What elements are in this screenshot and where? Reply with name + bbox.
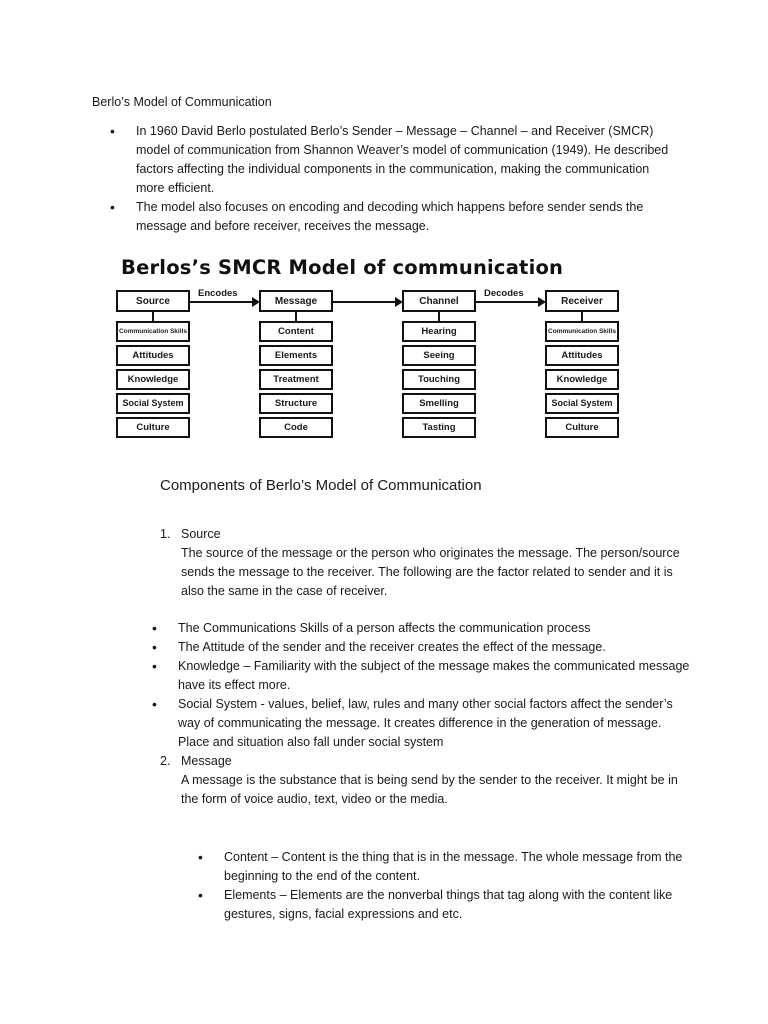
message-bullet: • Elements – Elements are the nonverbal things that tag along with the content like gestures, signs, facial expressions and etc.	[198, 886, 698, 924]
decodes-label: Decodes	[484, 288, 524, 299]
numbered-item-source	[160, 525, 690, 601]
smcr-diagram	[108, 252, 624, 460]
diagram-item: Code	[259, 417, 333, 438]
item-title: Message	[181, 754, 232, 768]
diagram-column-message	[259, 290, 333, 433]
diagram-head-channel: Channel	[402, 290, 476, 312]
decodes-arrow	[476, 301, 544, 303]
encodes-label: Encodes	[198, 288, 238, 299]
intro-bullet-list	[110, 122, 670, 236]
diagram-item: Social System	[116, 393, 190, 414]
item-number: 1.	[160, 527, 171, 541]
item-title: Source	[181, 527, 221, 541]
diagram-item: Social System	[545, 393, 619, 414]
diagram-item: Elements	[259, 345, 333, 366]
diagram-item: Smelling	[402, 393, 476, 414]
diagram-item: Communication Skills	[116, 321, 190, 342]
source-bullet: • The Attitude of the sender and the receiver creates the effect of the message.	[152, 638, 692, 657]
diagram-item: Tasting	[402, 417, 476, 438]
diagram-connector	[295, 312, 297, 321]
components-heading: Components of Berlo’s Model of Communication	[160, 477, 482, 494]
diagram-head-message: Message	[259, 290, 333, 312]
encodes-arrow	[190, 301, 258, 303]
message-bullet: • Content – Content is the thing that is in the message. The whole message from the beginning to the end of the content.	[198, 848, 698, 886]
numbered-item-message	[160, 752, 690, 809]
diagram-connector	[581, 312, 583, 321]
source-bullet: • Knowledge – Familiarity with the subject of the message makes the communicated message have its effect more.	[152, 657, 692, 695]
diagram-item: Hearing	[402, 321, 476, 342]
diagram-item: Knowledge	[116, 369, 190, 390]
diagram-column-channel	[402, 290, 476, 433]
message-bullet-list	[198, 848, 698, 924]
source-bullet: • Social System - values, belief, law, rules and many other social factors affect the sender’s way of communicating the message. It creates difference in the generation of message. Place and situation also fall under social system	[152, 695, 692, 752]
flow-arrow	[333, 301, 401, 303]
diagram-title: Berlos’s SMCR Model of communication	[121, 256, 564, 279]
diagram-item: Communication Skills	[545, 321, 619, 342]
item-body: The source of the message or the person who originates the message. The person/source sends the message to the receiver. The following are the factor related to sender and it is also the same in the case of receiver.	[181, 546, 680, 598]
diagram-item: Knowledge	[545, 369, 619, 390]
document-title: Berlo’s Model of Communication	[92, 95, 272, 109]
item-body: A message is the substance that is being send by the sender to the receiver. It might be in the form of voice audio, text, video or the media.	[181, 773, 678, 806]
diagram-column-source	[116, 290, 190, 433]
diagram-item: Structure	[259, 393, 333, 414]
source-bullet: • The Communications Skills of a person affects the communication process	[152, 619, 692, 638]
diagram-head-receiver: Receiver	[545, 290, 619, 312]
item-number: 2.	[160, 754, 171, 768]
diagram-item: Culture	[545, 417, 619, 438]
diagram-item: Content	[259, 321, 333, 342]
diagram-connector	[438, 312, 440, 321]
diagram-item: Seeing	[402, 345, 476, 366]
intro-bullet: • The model also focuses on encoding and decoding which happens before sender sends the message and before receiver, receives the message.	[110, 198, 670, 236]
diagram-item: Treatment	[259, 369, 333, 390]
diagram-head-source: Source	[116, 290, 190, 312]
diagram-item: Touching	[402, 369, 476, 390]
diagram-connector	[152, 312, 154, 321]
diagram-item: Culture	[116, 417, 190, 438]
source-bullet-list	[152, 619, 692, 752]
diagram-item: Attitudes	[116, 345, 190, 366]
diagram-column-receiver	[545, 290, 619, 433]
diagram-item: Attitudes	[545, 345, 619, 366]
intro-bullet: • In 1960 David Berlo postulated Berlo’s Sender – Message – Channel – and Receiver (SMCR) model of communication from Shannon Weaver’s model of communication (1949). He described factors affecting the individual components in the communication, making the communication more efficient.	[110, 122, 670, 198]
